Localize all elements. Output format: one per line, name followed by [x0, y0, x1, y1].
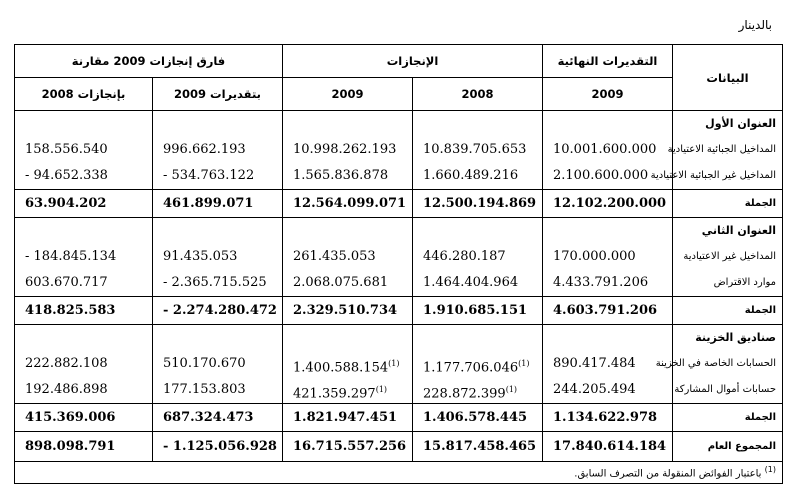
header-label: البيانات	[673, 45, 783, 111]
header-diff-est: بتقديرات 2009	[153, 78, 283, 111]
header-achievements: الإنجازات	[283, 45, 543, 78]
value: 192.486.898	[25, 382, 108, 397]
value: 1.400.588.154	[293, 360, 389, 376]
section-block	[15, 111, 783, 190]
header-estimates: التقديرات النهائية	[543, 45, 673, 78]
unit-label: بالدينار	[738, 18, 772, 32]
total-value: - 2.274.280.472	[153, 297, 283, 325]
footnote-mark: (1)	[518, 359, 530, 368]
section-block	[15, 325, 783, 404]
value: 158.556.540	[25, 142, 108, 157]
value: 170.000.000	[553, 249, 636, 264]
value: 10.001.600.000	[553, 142, 657, 157]
section-labels	[673, 218, 783, 297]
total-value: 461.899.071	[153, 190, 283, 218]
value-column	[543, 325, 673, 404]
header-difference: فارق إنجازات 2009 مقارنة	[15, 45, 283, 78]
total-label: الجملة	[673, 404, 783, 432]
grand-total-label: المجموع العام	[673, 432, 783, 462]
section-title: العنوان الأول	[705, 117, 776, 130]
total-value: 687.324.473	[153, 404, 283, 432]
total-row	[15, 404, 783, 432]
value-column	[283, 111, 413, 190]
grand-total-value: - 1.125.056.928	[153, 432, 283, 462]
value-column	[413, 111, 543, 190]
value-column	[153, 111, 283, 190]
value: 421.359.297	[293, 386, 376, 402]
section-labels	[655, 325, 783, 404]
value-column	[153, 218, 283, 297]
total-value: 418.825.583	[15, 297, 153, 325]
value: - 184.845.134	[25, 249, 117, 264]
row-label: الحسابات الخاصة في الخزينة	[655, 358, 776, 369]
grand-total-row	[15, 432, 783, 462]
total-value: 63.904.202	[15, 190, 153, 218]
header-est-2009: 2009	[543, 78, 673, 111]
value: - 2.365.715.525	[163, 275, 267, 290]
value: - 94.652.338	[25, 168, 108, 183]
total-value: 12.102.200.000	[543, 190, 673, 218]
budget-table	[14, 44, 783, 484]
row-label: المداخيل غير الجبائية الاعتيادية	[650, 170, 776, 181]
value-column	[15, 218, 153, 297]
footnote-mark: (1)	[388, 359, 400, 368]
footnote-mark: (1)	[505, 385, 518, 394]
value-column	[413, 218, 543, 297]
value: 1.565.836.878	[293, 168, 389, 183]
value: 603.670.717	[25, 275, 108, 290]
value: 177.153.803	[163, 382, 246, 397]
footnote-mark: (1)	[375, 385, 388, 394]
grand-total-value: 15.817.458.465	[413, 432, 543, 462]
section-title: العنوان الثاني	[701, 224, 776, 237]
header-ach-2009: 2009	[283, 78, 413, 111]
total-value: 12.564.099.071	[283, 190, 413, 218]
value: 91.435.053	[163, 249, 238, 264]
total-value: 1.910.685.151	[413, 297, 543, 325]
total-row	[15, 190, 783, 218]
row-label: حسابات أموال المشاركة	[674, 384, 776, 395]
value: 2.068.075.681	[293, 275, 389, 290]
total-value: 4.603.791.206	[543, 297, 673, 325]
value: 244.205.494	[553, 382, 636, 397]
total-value: 12.500.194.869	[413, 190, 543, 218]
value: 1.660.489.216	[423, 168, 519, 183]
total-value: 1.134.622.978	[543, 404, 673, 432]
section-block	[15, 218, 783, 297]
value-column	[543, 218, 673, 297]
row-label: موارد الاقتراض	[713, 277, 776, 288]
value: - 534.763.122	[163, 168, 255, 183]
value: 4.433.791.206	[553, 275, 649, 290]
value: 261.435.053	[293, 249, 376, 264]
value-column	[413, 325, 543, 404]
value: 1.464.404.964	[423, 275, 519, 290]
footnote-text: باعتبار الفوائض المنقولة من التصرف السابق.	[574, 468, 762, 480]
total-value: 1.821.947.451	[283, 404, 413, 432]
value: 2.100.600.000	[553, 168, 649, 183]
total-label: الجملة	[673, 297, 783, 325]
value: 222.882.108	[25, 356, 108, 371]
value: 446.280.187	[423, 249, 506, 264]
total-value: 415.369.006	[15, 404, 153, 432]
footnote-mark: (1)	[764, 465, 776, 475]
value: 1.177.706.046	[423, 360, 519, 376]
total-value: 2.329.510.734	[283, 297, 413, 325]
value: 996.662.193	[163, 142, 246, 157]
value: 890.417.484	[553, 356, 636, 371]
value-column	[283, 325, 413, 404]
value: 10.998.262.193	[293, 142, 397, 157]
section-labels	[650, 111, 783, 190]
total-value: 1.406.578.445	[413, 404, 543, 432]
section-title: صناديق الخزينة	[695, 331, 776, 344]
grand-total-value: 16.715.557.256	[283, 432, 413, 462]
value: 510.170.670	[163, 356, 246, 371]
header-ach-2008: 2008	[413, 78, 543, 111]
grand-total-value: 17.840.614.184	[543, 432, 673, 462]
total-label: الجملة	[673, 190, 783, 218]
grand-total-value: 898.098.791	[15, 432, 153, 462]
row-label: المداخيل غير الاعتيادية	[683, 251, 776, 262]
value-column	[15, 325, 153, 404]
total-row	[15, 297, 783, 325]
value: 228.872.399	[423, 386, 506, 402]
value-column	[153, 325, 283, 404]
value-column	[283, 218, 413, 297]
header-diff-ach: بإنجازات 2008	[15, 78, 153, 111]
row-label: المداخيل الجبائية الاعتيادية	[667, 144, 776, 155]
value: 10.839.705.653	[423, 142, 527, 157]
value-column	[15, 111, 153, 190]
